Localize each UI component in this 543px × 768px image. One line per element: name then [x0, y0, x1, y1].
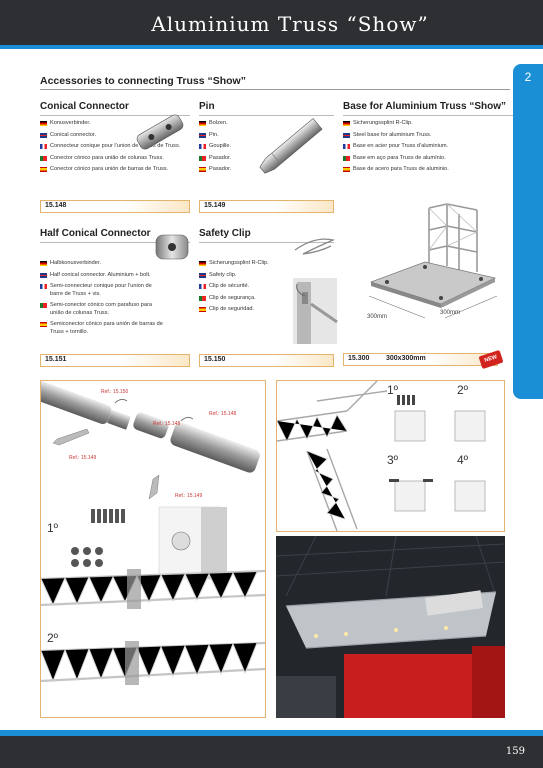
page-number: 159	[505, 746, 525, 757]
flag-de-icon	[40, 261, 47, 266]
desc-fr: Semi-connecteur conique pour l’union de barre de Truss + vis.	[40, 283, 190, 298]
flag-es-icon	[40, 167, 47, 172]
flag-gb-icon	[199, 273, 206, 278]
flag-fr-icon	[199, 144, 206, 149]
product-base	[343, 101, 513, 174]
exhibition-photo-drawing	[276, 536, 505, 718]
conical-connector-image	[130, 110, 190, 155]
desc-pt: Pasador.	[199, 155, 334, 163]
desc-pt: Clip de segurança.	[199, 295, 334, 303]
desc-gb: Conical connector.	[40, 132, 190, 140]
assembly-figure-right	[276, 380, 505, 532]
desc-de: Bolzen.	[199, 120, 334, 128]
page-header	[0, 0, 543, 45]
step-3-label: 3º	[387, 453, 399, 467]
desc-es: Semiconector cónico para unión de barras de Truss + tornillo.	[40, 321, 190, 336]
ref-code: 15.149	[204, 202, 226, 209]
step-2-label: 2º	[457, 383, 469, 397]
desc-fr: Connecteur conique pour l’union de barres de Truss.	[40, 143, 190, 151]
flag-fr-icon	[40, 284, 47, 289]
flag-gb-icon	[40, 273, 47, 278]
flag-gb-icon	[40, 133, 47, 138]
ref-bar-15148	[40, 200, 190, 213]
desc-fr: Clip de sécurité.	[199, 283, 334, 291]
product-title: Half Conical Connector	[40, 228, 151, 239]
flag-pt-icon	[40, 303, 47, 308]
step-2-label: 2º	[47, 631, 59, 645]
divider	[343, 115, 513, 116]
desc-fr: Base en acier pour Truss d’aluminium.	[343, 143, 513, 151]
desc-es: Base de acero para Truss de aluminio.	[343, 166, 513, 174]
ref-code: 15.300	[348, 355, 370, 362]
flag-de-icon	[199, 261, 206, 266]
flag-es-icon	[343, 167, 350, 172]
desc-gb: Half conical connector. Aluminium + bolt.	[40, 272, 190, 280]
chapter-tab[interactable]	[513, 64, 543, 399]
flag-es-icon	[199, 307, 206, 312]
desc-gb: Safety clip.	[199, 272, 334, 280]
header-accent-bar	[0, 45, 543, 49]
safety-clip-image	[285, 232, 340, 347]
ref-bar-15149	[199, 200, 334, 213]
desc-de: Halbkonusverbinder.	[40, 260, 190, 268]
flag-de-icon	[40, 121, 47, 126]
step-1-label: 1º	[387, 383, 399, 397]
desc-es: Conector cónico para unión de barras de Truss.	[40, 166, 190, 174]
flag-fr-icon	[343, 144, 350, 149]
desc-pt: Semi-conector cónico com parafuso para união de colunas Truss.	[40, 302, 190, 317]
flag-pt-icon	[199, 156, 206, 161]
flag-es-icon	[40, 322, 47, 327]
step-4-label: 4º	[457, 453, 469, 467]
chapter-number: 2	[524, 70, 532, 84]
ref-label: Ref.: 15.149	[175, 493, 203, 499]
desc-gb: Pin.	[199, 132, 334, 140]
ref-code: 15.151	[45, 356, 67, 363]
flag-gb-icon	[343, 133, 350, 138]
flag-pt-icon	[343, 156, 350, 161]
half-conical-connector-image	[150, 225, 195, 265]
product-title: Base for Aluminium Truss “Show”	[343, 101, 506, 112]
flag-fr-icon	[199, 284, 206, 289]
desc-es: Clip de seguridad.	[199, 306, 334, 314]
section-divider	[40, 89, 510, 90]
flag-de-icon	[343, 121, 350, 126]
ref-label: Ref.: 15.148	[209, 411, 237, 417]
desc-pt: Base em aço para Truss de alumínio.	[343, 155, 513, 163]
ref-size: 300x300mm	[386, 355, 426, 362]
ref-bar-15300	[343, 353, 498, 366]
product-title: Conical Connector	[40, 101, 129, 112]
desc-gb: Steel base for aluminium Truss.	[343, 132, 513, 140]
step-1-label: 1º	[47, 521, 59, 535]
flag-gb-icon	[199, 133, 206, 138]
flag-pt-icon	[40, 156, 47, 161]
desc-de: Konusverbinder.	[40, 120, 190, 128]
desc-pt: Conector cónico para união de colunas Truss.	[40, 155, 190, 163]
product-title: Safety Clip	[199, 228, 251, 239]
ref-bar-15150	[199, 354, 334, 367]
ref-code: 15.148	[45, 202, 67, 209]
flag-es-icon	[199, 167, 206, 172]
desc-de: Sicherungssplint R-Clip.	[343, 120, 513, 128]
pin-image	[250, 115, 330, 180]
base-dim-b: 300mm	[440, 310, 461, 316]
page-title: Aluminium Truss “Show”	[151, 12, 429, 36]
ref-bar-15151	[40, 354, 190, 367]
assembly-drawing	[41, 381, 265, 717]
new-badge: NEW	[479, 350, 504, 369]
flag-de-icon	[199, 121, 206, 126]
base-dim-a: 300mm	[367, 314, 388, 320]
assembly-figure-left	[40, 380, 266, 718]
base-plate-image	[365, 200, 505, 330]
flag-fr-icon	[40, 144, 47, 149]
desc-de: Sicherungssplint R-Clip.	[199, 260, 334, 268]
flag-pt-icon	[199, 296, 206, 301]
ref-label: Ref.: 15.149	[69, 455, 97, 461]
ref-label: Ref.: 15.148	[153, 421, 181, 427]
product-title: Pin	[199, 101, 215, 112]
footer-accent-bar	[0, 730, 543, 736]
ref-label: Ref.: 15.150	[101, 389, 129, 395]
exhibition-stand-photo	[276, 536, 505, 718]
ref-code: 15.150	[204, 356, 226, 363]
desc-es: Pasador.	[199, 166, 334, 174]
desc-fr: Goupille.	[199, 143, 334, 151]
section-title: Accessories to connecting Truss “Show”	[40, 75, 246, 87]
